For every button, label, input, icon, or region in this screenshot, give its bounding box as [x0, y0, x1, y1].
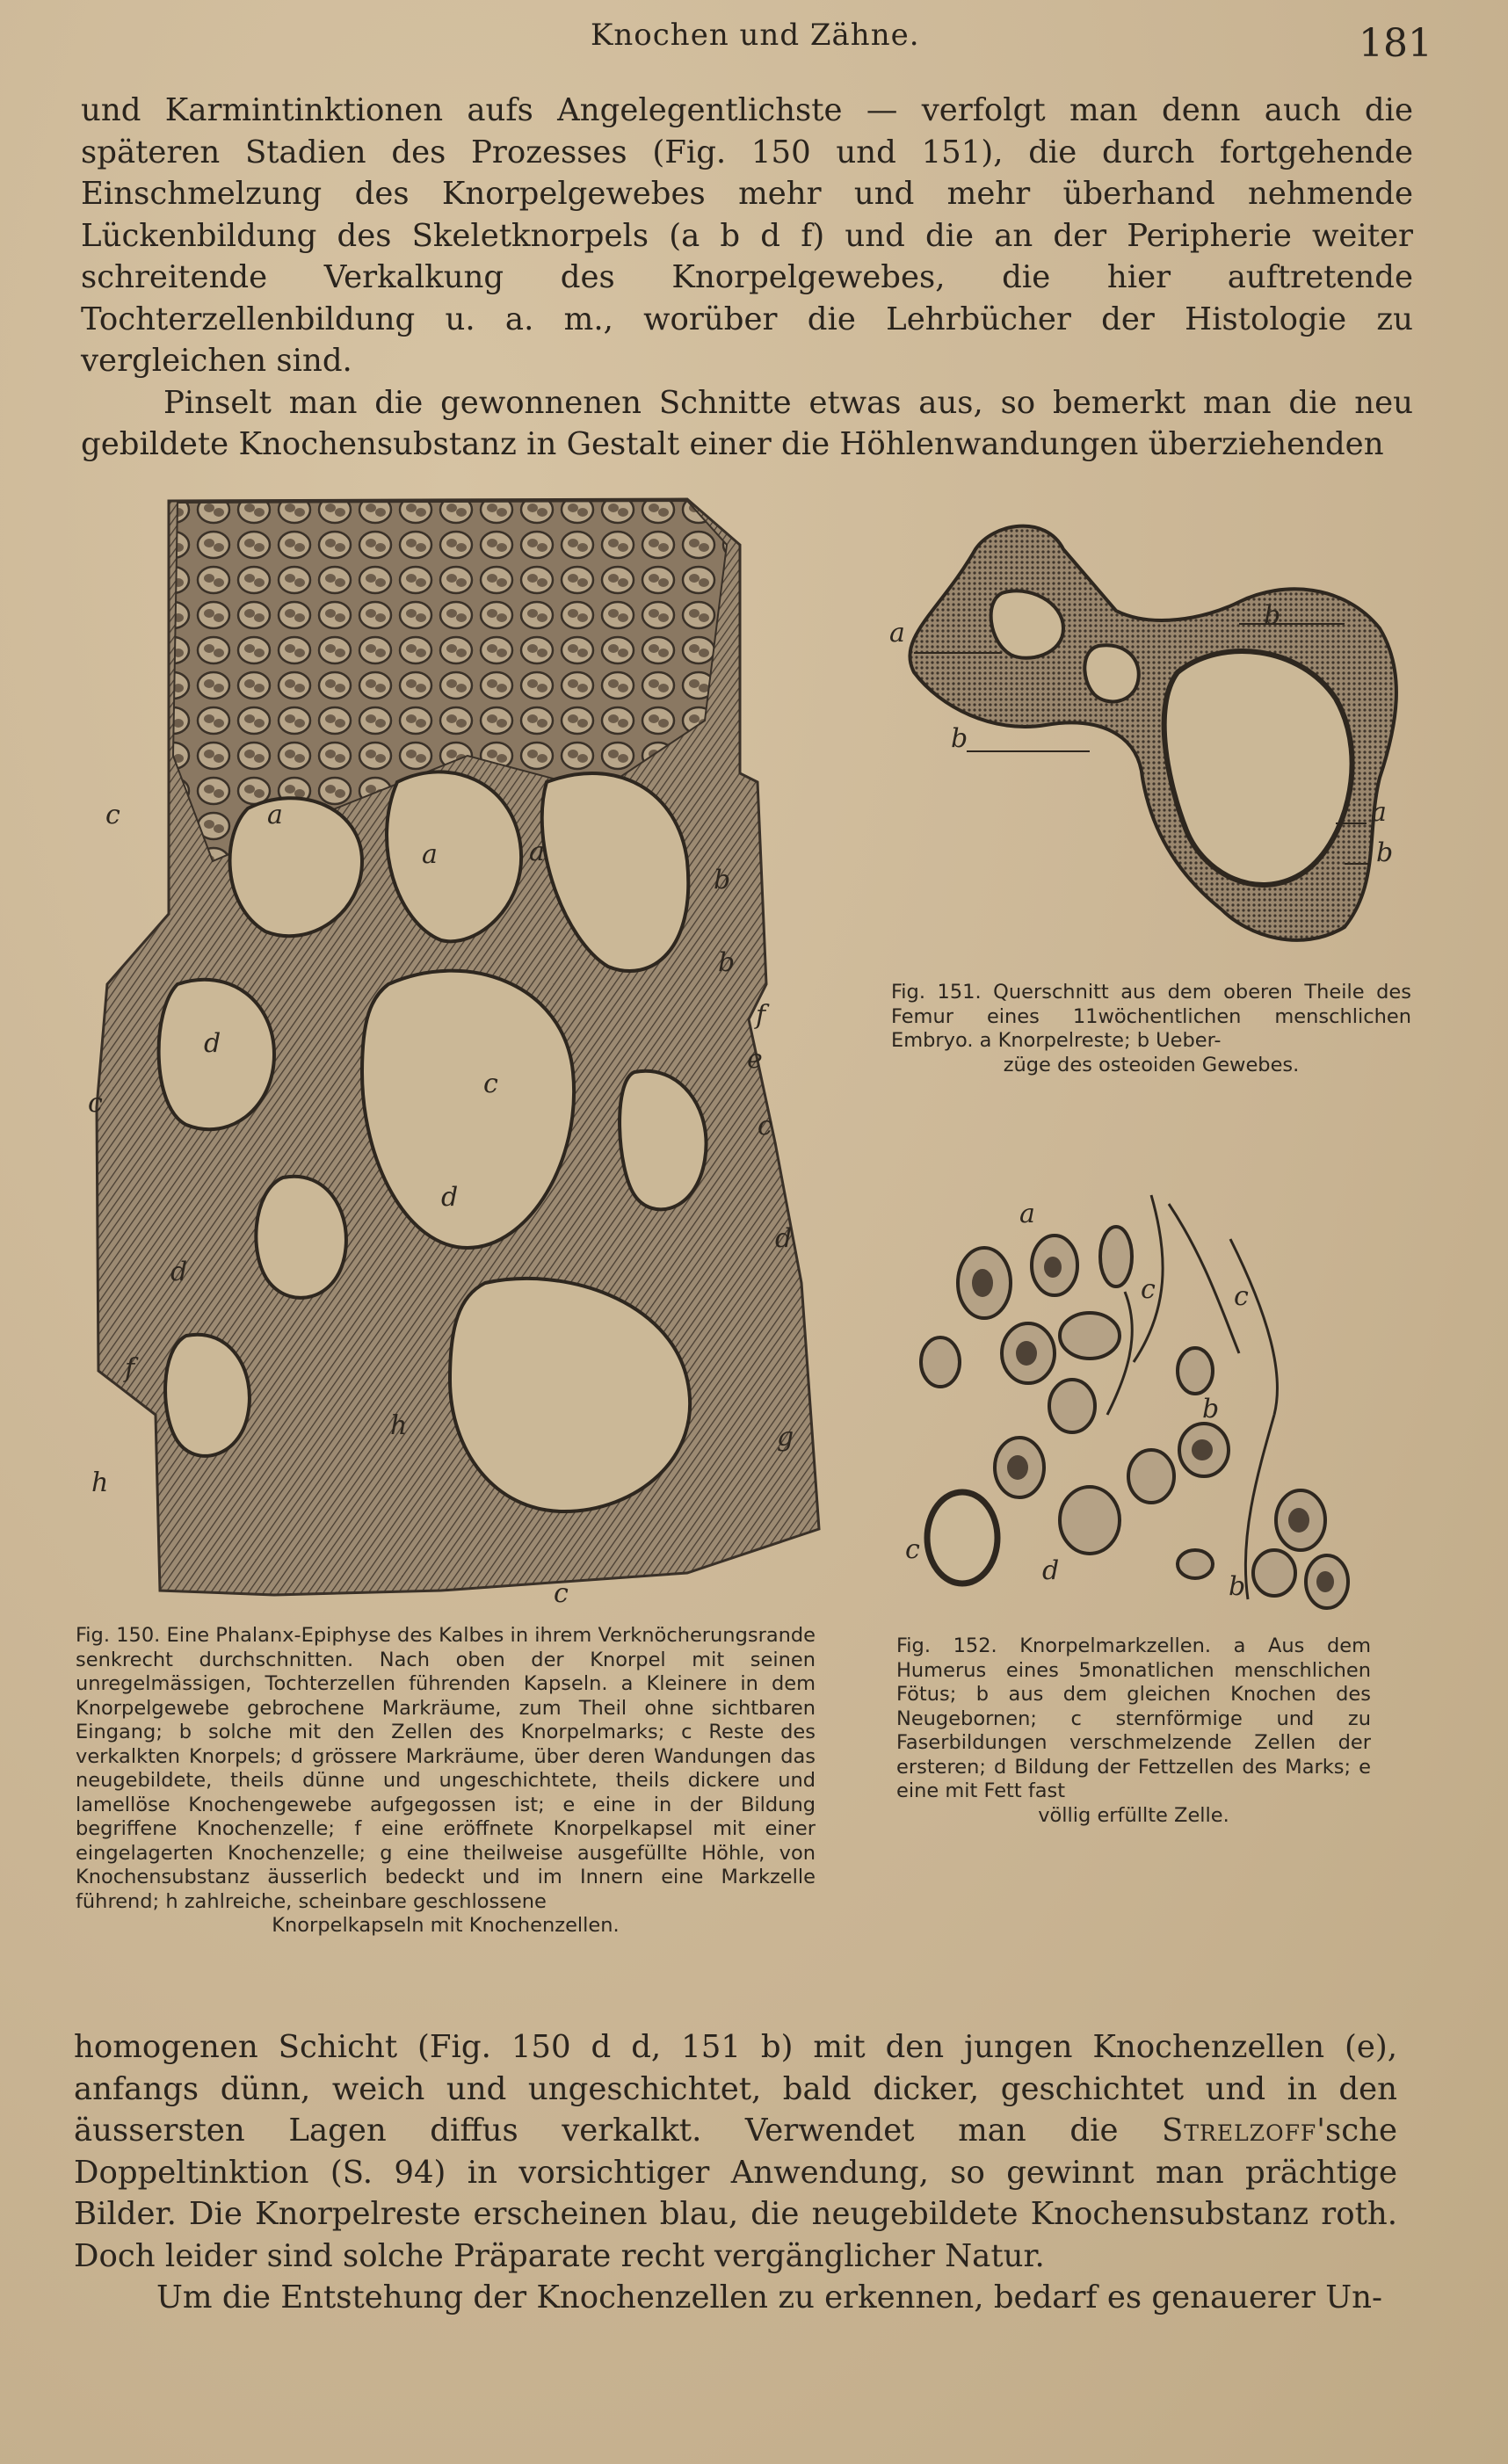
fig150-label-h: h [390, 1410, 408, 1441]
fig150-label-a: a [422, 839, 438, 870]
caption-last-line: Knorpelkapseln mit Knochenzellen. [272, 1914, 620, 1937]
fig151-label-b: b [1264, 600, 1281, 631]
author-name: Strelzoff [1162, 2113, 1317, 2149]
fig150-label-c: c [554, 1578, 569, 1609]
paragraph: Pinselt man die gewonnenen Schnitte etwas aus, so bemerkt man die neu gebildete Knochensubstanz in Gestalt einer die Höhlenwandungen überziehenden [81, 384, 1413, 462]
fig150-label-b: b [714, 865, 731, 895]
fig152-label-b: b [1229, 1571, 1246, 1602]
page-number: 181 [1359, 21, 1432, 66]
body-text-top [81, 90, 1413, 466]
caption-last-line: völlig erfüllte Zelle. [1038, 1803, 1229, 1827]
fig151-label-b: b [951, 723, 968, 754]
fig151-label-a: a [1371, 797, 1387, 828]
fig150-label-a: a [529, 837, 545, 867]
fig150-label-d: d [204, 1028, 221, 1059]
fig150-label-g: g [777, 1422, 794, 1453]
fig150-label-d: d [441, 1182, 459, 1213]
fig150-label-c: c [88, 1088, 103, 1119]
figure-152-illustration [905, 1186, 1380, 1617]
fig150-label-e: e [747, 1044, 763, 1075]
fig150-label-c: c [758, 1111, 772, 1141]
fig150-label-d: d [170, 1257, 188, 1287]
figure-151 [888, 496, 1415, 953]
fig152-label-b: b [1202, 1394, 1220, 1424]
fig152-label-c: c [1234, 1281, 1249, 1312]
caption-text: Fig. 151. Querschnitt aus dem oberen Theile des Femur eines 11wöchentlichen menschlichen Embryo. a Knorpelreste; b Ueber- [891, 981, 1411, 1052]
body-text-bottom [74, 2026, 1397, 2319]
fig150-label-f: f [756, 1000, 766, 1031]
fig150-label-f: f [125, 1353, 135, 1384]
caption-text: Fig. 150. Eine Phalanx-Epiphyse des Kalbes in ihrem Verknöcherungsrande senkrecht durchschnitten. Nach oben der Knorpel mit seinen unregelmässigen, Tochterzellen führenden Kapseln. a Kleinere in dem Knorpelgewebe gebrochene Markräume, zum Theil ohne sichtbaren Eingang; b solche mit den Zellen des Knorpelmarks; c Reste des verkalkten Knorpels; d grössere Markräume, über deren Wandungen das neugebildete, theils dünne und ungeschichtete, theils dickere und lamellöse Knochengewebe aufgegossen ist; e eine in der Bildung begriffene Knochenzelle; f eine eröffnete Knorpelkapsel mit einer eingelagerten Knochenzelle; g eine theilweise ausgefüllte Höhle, von Knochensubstanz äusserlich bedeckt und im Innern eine Markzelle führend; h zahlreiche, scheinbare geschlossene [76, 1624, 816, 1913]
fig150-label-d: d [775, 1223, 793, 1254]
paragraph [74, 2026, 1397, 2277]
fig150-label-h: h [91, 1468, 109, 1498]
paragraph: und Karmintinktionen aufs Angelegentlichste — verfolgt man denn auch die späteren Stadien des Prozesses (Fig. 150 und 151), die durch fortgehende Einschmelzung des Knorpelgewebes mehr und mehr überhand nehmende Lückenbildung des Skeletknorpels (a b d f) und die an der Peripherie weiter schreitende Verkalkung des Knorpelgewebes, die hier auftretende Tochterzellenbildung u. a. m., worüber die Lehrbücher der Histologie zu vergleichen sind. [81, 92, 1413, 379]
caption-text: Fig. 152. Knorpelmarkzellen. a Aus dem Humerus eines 5monatlichen menschlichen Fötus; b aus dem gleichen Knochen des Neugebornen; c sternförmige und zu Faserbildungen verschmelzende Zellen der ersteren; d Bildung der Fettzellen des Marks; e eine mit Fett fast [896, 1634, 1371, 1802]
caption-last-line: züge des osteoiden Gewebes. [1003, 1053, 1300, 1076]
fig152-label-c: c [1141, 1274, 1156, 1305]
running-title: Knochen und Zähne. [591, 18, 920, 53]
fig152-label-d: d [1042, 1555, 1060, 1586]
text-run: 'sche Doppeltinktion (S. 94) in vorsichtiger Anwendung, so gewinnt man prächtige Bilder. Die Knorpelreste erscheinen blau, die neugebildete Knochensubstanz roth. Doch leider sind solche Präparate recht vergänglicher Natur. [74, 2113, 1397, 2274]
fig150-label-c: c [483, 1069, 498, 1099]
fig152-label-a: a [1019, 1199, 1035, 1229]
text-run: homogenen Schicht (Fig. 150 d d, 151 b) mit den jungen Knochenzellen (e), anfangs dünn, weich und ungeschichtet, bald dicker, geschichtet und in den äussersten Lagen diffus verkalkt. Verwendet man die [74, 2029, 1397, 2149]
fig151-label-a: a [889, 618, 905, 649]
figure-150-illustration [72, 492, 828, 1608]
page-header [0, 12, 1508, 74]
figure-151-caption [891, 981, 1411, 1077]
fig150-label-a: a [267, 800, 283, 830]
figure-152 [905, 1186, 1380, 1617]
fig150-label-c: c [105, 800, 120, 830]
figure-150-caption [76, 1624, 816, 1939]
fig152-label-c: c [905, 1534, 920, 1565]
fig150-label-b: b [718, 947, 736, 978]
figure-150 [72, 492, 828, 1608]
fig151-label-b: b [1376, 837, 1394, 868]
paragraph: Um die Entstehung der Knochenzellen zu erkennen, bedarf es genauerer Un- [156, 2279, 1383, 2315]
figure-152-caption [896, 1634, 1371, 1828]
